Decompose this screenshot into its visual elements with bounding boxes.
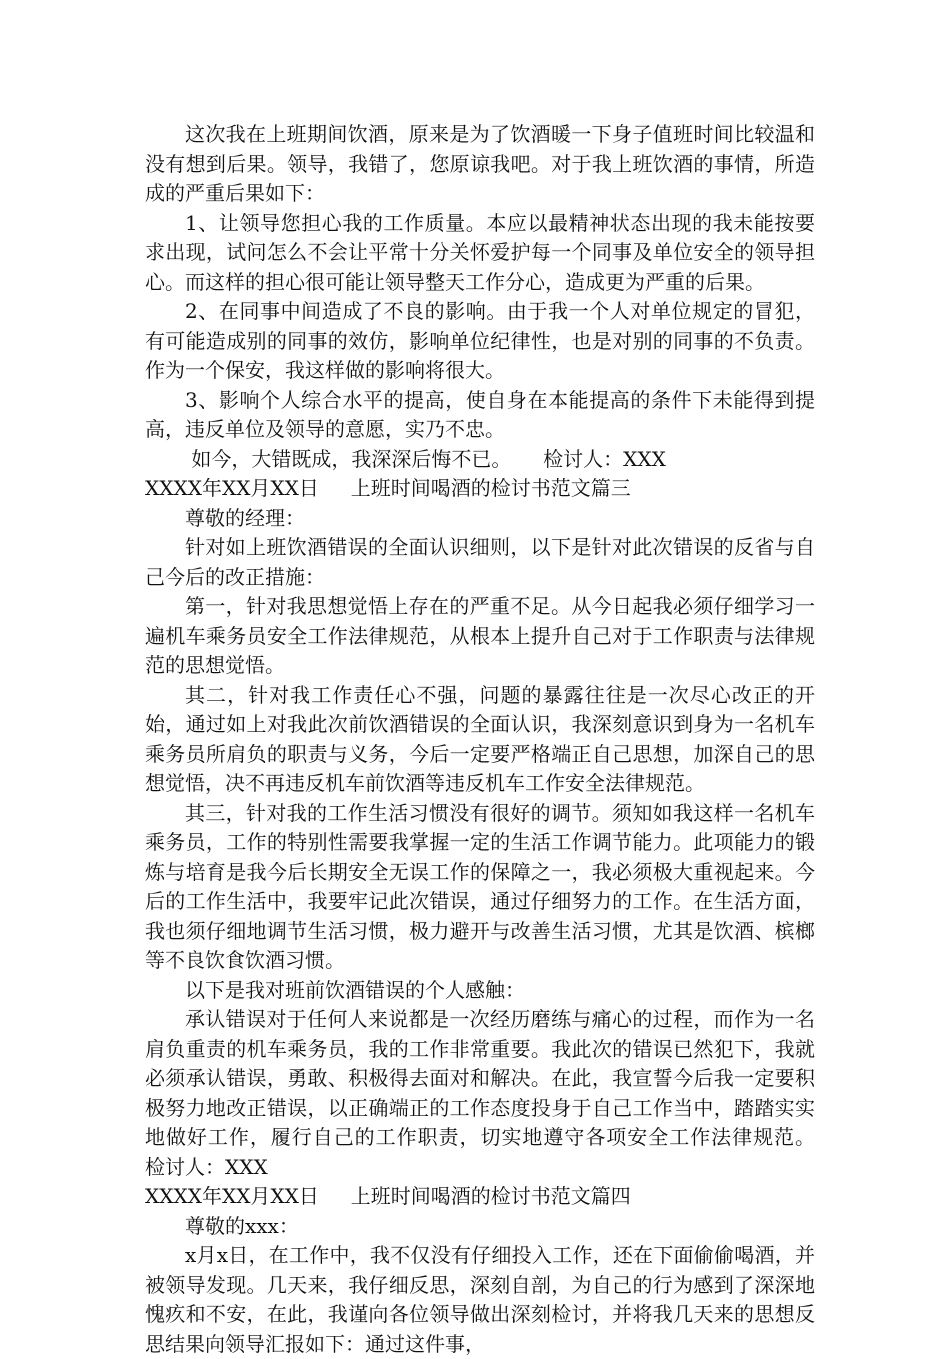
paragraph: 3、影响个人综合水平的提高，使自身在本能提高的条件下未能得到提高，违反单位及领导的意愿，实乃不忠。 bbox=[145, 387, 815, 441]
paragraph: 尊敬的xxx： bbox=[185, 1213, 299, 1238]
paragraph: XXXX年XX月XX日 上班时间喝酒的检讨书范文篇三 bbox=[145, 476, 631, 500]
paragraph: 以下是我对班前饮酒错误的个人感触： bbox=[185, 977, 525, 1002]
paragraph: XXXX年XX月XX日 上班时间喝酒的检讨书范文篇四 bbox=[145, 1184, 631, 1208]
paragraph: 1、让领导您担心我的工作质量。本应以最精神状态出现的我未能按要求出现，试问怎么不会让平常十分关怀爱护每一个同事及单位安全的领导担心。而这样的担心很可能让领导整天工作分心，造成更为严重的后果。 bbox=[145, 210, 815, 294]
paragraph: x月x日，在工作中，我不仅没有仔细投入工作，还在下面偷偷喝酒，并被领导发现。几天来，我仔细反思，深刻自剖，为自己的行为感到了深深地愧疚和不安，在此，我谨向各位领导做出深刻检讨，并将我几天来的思想反思结果向领导汇报如下：通过这件事， bbox=[145, 1243, 815, 1356]
paragraph: 这次我在上班期间饮酒，原来是为了饮酒暖一下身子值班时间比较温和没有想到后果。领导，我错了，您原谅我吧。对于我上班饮酒的事情，所造成的严重后果如下： bbox=[145, 122, 815, 205]
paragraph: 2、在同事中间造成了不良的影响。由于我一个人对单位规定的冒犯，有可能造成别的同事的效仿，影响单位纪律性，也是对别的同事的不负责。作为一个保安，我这样做的影响将很大。 bbox=[145, 299, 815, 382]
paragraph: 如今，大错既成，我深深后悔不已。 检讨人：XXX bbox=[185, 446, 666, 471]
paragraph: 第一，针对我思想觉悟上存在的严重不足。从今日起我必须仔细学习一遍机车乘务员安全工作法律规范，从根本上提升自己对于工作职责与法律规范的思想觉悟。 bbox=[145, 594, 815, 677]
document-body bbox=[145, 120, 847, 1359]
paragraph: 其三，针对我的工作生活习惯没有很好的调节。须知如我这样一名机车乘务员，工作的特别性需要我掌握一定的生活工作调节能力。此项能力的锻炼与培育是我今后长期安全无误工作的保障之一，我必须极大重视起来。今后的工作生活中，我要牢记此次错误，通过仔细努力的工作。在生活方面，我也须仔细地调节生活习惯，极力避开与改善生活习惯，尤其是饮酒、槟榔等不良饮食饮酒习惯。 bbox=[145, 800, 815, 972]
paragraph: 针对如上班饮酒错误的全面认识细则，以下是针对此次错误的反省与自己今后的改正措施： bbox=[145, 535, 815, 589]
paragraph: 承认错误对于任何人来说都是一次经历磨练与痛心的过程，而作为一名肩负重责的机车乘务员，我的工作非常重要。我此次的错误已然犯下，我就必须承认错误，勇敢、积极得去面对和解决。在此，我宣誓今后我一定要积极努力地改正错误，以正确端正的工作态度投身于自己工作当中，踏踏实实地做好工作，履行自己的工作职责，切实地遵守各项安全工作法律规范。 检讨人：XXX bbox=[145, 1007, 847, 1179]
paragraph: 尊敬的经理： bbox=[185, 505, 305, 530]
paragraph: 其二，针对我工作责任心不强，问题的暴露往往是一次尽心改正的开始，通过如上对我此次前饮酒错误的全面认识，我深刻意识到身为一名机车乘务员所肩负的职责与义务，今后一定要严格端正自己思想，加深自己的思想觉悟，决不再违反机车前饮酒等违反机车工作安全法律规范。 bbox=[145, 682, 815, 795]
